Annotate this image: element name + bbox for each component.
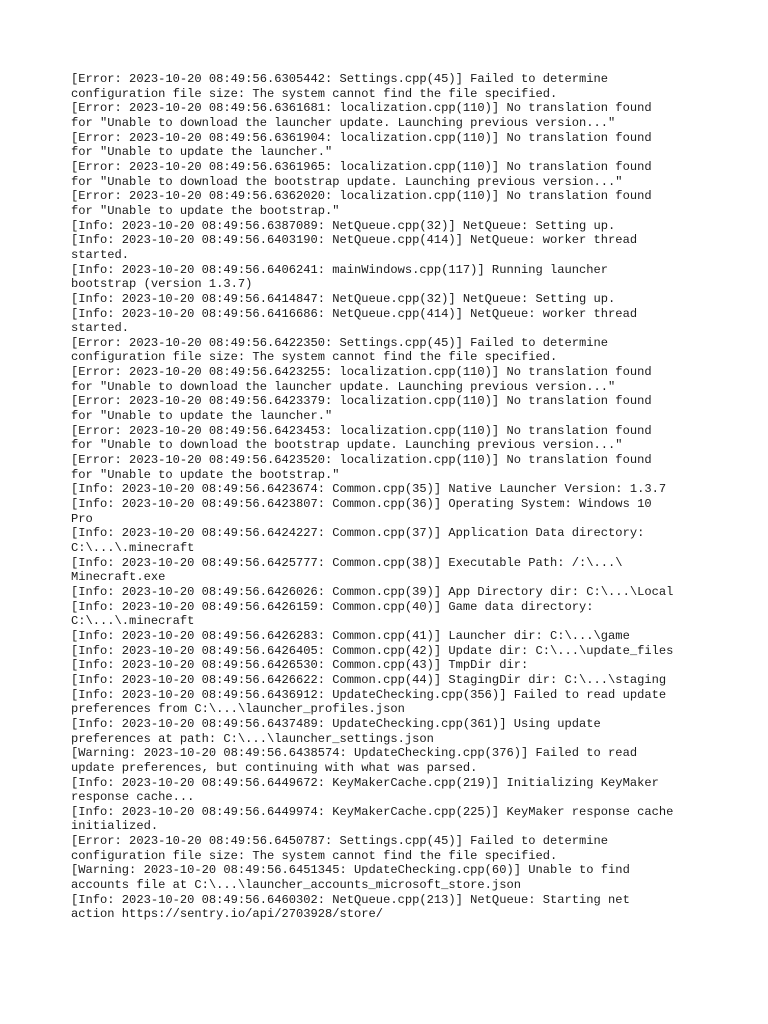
log-line: [Info: 2023-10-20 08:49:56.6426159: Common.cpp(40)] Game data directory:: [71, 599, 594, 614]
log-line: [Info: 2023-10-20 08:49:56.6426405: Common.cpp(42)] Update dir: C:\...\update_files: [71, 643, 674, 658]
log-line: for "Unable to update the bootstrap.": [71, 203, 340, 218]
log-line: [Error: 2023-10-20 08:49:56.6450787: Settings.cpp(45)] Failed to determine: [71, 834, 609, 849]
log-line: [Info: 2023-10-20 08:49:56.6437489: UpdateChecking.cpp(361)] Using update: [71, 716, 601, 731]
log-line: for "Unable to download the bootstrap update. Launching previous version...": [71, 438, 623, 453]
log-line: [Info: 2023-10-20 08:49:56.6426283: Common.cpp(41)] Launcher dir: C:\...\game: [71, 628, 630, 643]
log-line: [Error: 2023-10-20 08:49:56.6361904: localization.cpp(110)] No translation found: [71, 130, 652, 145]
log-line: for "Unable to download the launcher update. Launching previous version...": [71, 115, 616, 130]
log-line: [Error: 2023-10-20 08:49:56.6361965: localization.cpp(110)] No translation found: [71, 159, 652, 174]
log-line: [Info: 2023-10-20 08:49:56.6406241: mainWindows.cpp(117)] Running launcher: [71, 262, 609, 277]
log-line: [Info: 2023-10-20 08:49:56.6425777: Common.cpp(38)] Executable Path: /:\...\: [71, 555, 623, 570]
log-line: [Info: 2023-10-20 08:49:56.6449974: KeyMakerCache.cpp(225)] KeyMaker response cache: [71, 804, 674, 819]
log-line: [Error: 2023-10-20 08:49:56.6361681: localization.cpp(110)] No translation found: [71, 101, 652, 116]
log-line: [Error: 2023-10-20 08:49:56.6305442: Settings.cpp(45)] Failed to determine: [71, 72, 609, 86]
log-line: configuration file size: The system cannot find the file specified.: [71, 848, 558, 863]
log-line: [Error: 2023-10-20 08:49:56.6423379: localization.cpp(110)] No translation found: [71, 394, 652, 409]
log-line: [Info: 2023-10-20 08:49:56.6414847: NetQueue.cpp(32)] NetQueue: Setting up.: [71, 291, 616, 306]
log-line: [Info: 2023-10-20 08:49:56.6426530: Common.cpp(43)] TmpDir dir:: [71, 658, 529, 673]
log-line: started.: [71, 321, 130, 336]
log-line: [Warning: 2023-10-20 08:49:56.6451345: UpdateChecking.cpp(60)] Unable to find: [71, 863, 630, 878]
log-line: bootstrap (version 1.3.7): [71, 277, 253, 292]
log-line: for "Unable to download the bootstrap update. Launching previous version...": [71, 174, 623, 189]
log-line: [Error: 2023-10-20 08:49:56.6422350: Settings.cpp(45)] Failed to determine: [71, 335, 609, 350]
log-line: for "Unable to download the launcher update. Launching previous version...": [71, 379, 616, 394]
log-line: initialized.: [71, 819, 159, 834]
log-line: [Warning: 2023-10-20 08:49:56.6438574: UpdateChecking.cpp(376)] Failed to read: [71, 746, 638, 761]
log-line: configuration file size: The system cannot find the file specified.: [71, 350, 558, 365]
log-line: [Info: 2023-10-20 08:49:56.6387089: NetQueue.cpp(32)] NetQueue: Setting up.: [71, 218, 616, 233]
log-line: [Info: 2023-10-20 08:49:56.6436912: UpdateChecking.cpp(356)] Failed to read update: [71, 687, 667, 702]
log-line: [Info: 2023-10-20 08:49:56.6449672: KeyMakerCache.cpp(219)] Initializing KeyMaker: [71, 775, 659, 790]
log-line: [Info: 2023-10-20 08:49:56.6460302: NetQueue.cpp(213)] NetQueue: Starting net: [71, 892, 630, 907]
log-line: [Info: 2023-10-20 08:49:56.6423674: Common.cpp(35)] Native Launcher Version: 1.3.7: [71, 482, 667, 497]
log-line: [Info: 2023-10-20 08:49:56.6416686: NetQueue.cpp(414)] NetQueue: worker thread: [71, 306, 638, 321]
log-line: for "Unable to update the launcher.": [71, 145, 333, 160]
log-line: [Info: 2023-10-20 08:49:56.6403190: NetQueue.cpp(414)] NetQueue: worker thread: [71, 233, 638, 248]
log-line: [Info: 2023-10-20 08:49:56.6426622: Common.cpp(44)] StagingDir dir: C:\...\staging: [71, 672, 667, 687]
log-line: [Error: 2023-10-20 08:49:56.6423255: localization.cpp(110)] No translation found: [71, 365, 652, 380]
log-line: C:\...\.minecraft: [71, 614, 195, 629]
document-page: [71, 72, 711, 922]
log-line: C:\...\.minecraft: [71, 541, 195, 555]
log-line: action https://sentry.io/api/2703928/store/: [71, 907, 384, 922]
log-line: for "Unable to update the launcher.": [71, 409, 333, 424]
log-line: [Error: 2023-10-20 08:49:56.6362020: localization.cpp(110)] No translation found: [71, 189, 652, 204]
log-line: configuration file size: The system cannot find the file specified.: [71, 86, 558, 101]
log-line: accounts file at C:\...\launcher_accounts_microsoft_store.json: [71, 878, 521, 893]
log-line: [Info: 2023-10-20 08:49:56.6423807: Common.cpp(36)] Operating System: Windows 10: [71, 497, 652, 512]
log-line: Pro: [71, 511, 93, 526]
log-line: response cache...: [71, 790, 195, 805]
log-line: preferences from C:\...\launcher_profiles.json: [71, 702, 405, 717]
log-line: preferences at path: C:\...\launcher_settings.json: [71, 731, 434, 746]
log-line: [Error: 2023-10-20 08:49:56.6423453: localization.cpp(110)] No translation found: [71, 423, 652, 438]
log-text: [71, 72, 711, 922]
log-line: started.: [71, 247, 130, 262]
log-line: [Info: 2023-10-20 08:49:56.6426026: Common.cpp(39)] App Directory dir: C:\...\Local: [71, 584, 674, 599]
log-line: for "Unable to update the bootstrap.": [71, 467, 340, 482]
log-line: Minecraft.exe: [71, 570, 166, 585]
log-line: [Info: 2023-10-20 08:49:56.6424227: Common.cpp(37)] Application Data directory:: [71, 526, 645, 541]
log-line: [Error: 2023-10-20 08:49:56.6423520: localization.cpp(110)] No translation found: [71, 453, 652, 468]
log-line: update preferences, but continuing with what was parsed.: [71, 760, 478, 775]
